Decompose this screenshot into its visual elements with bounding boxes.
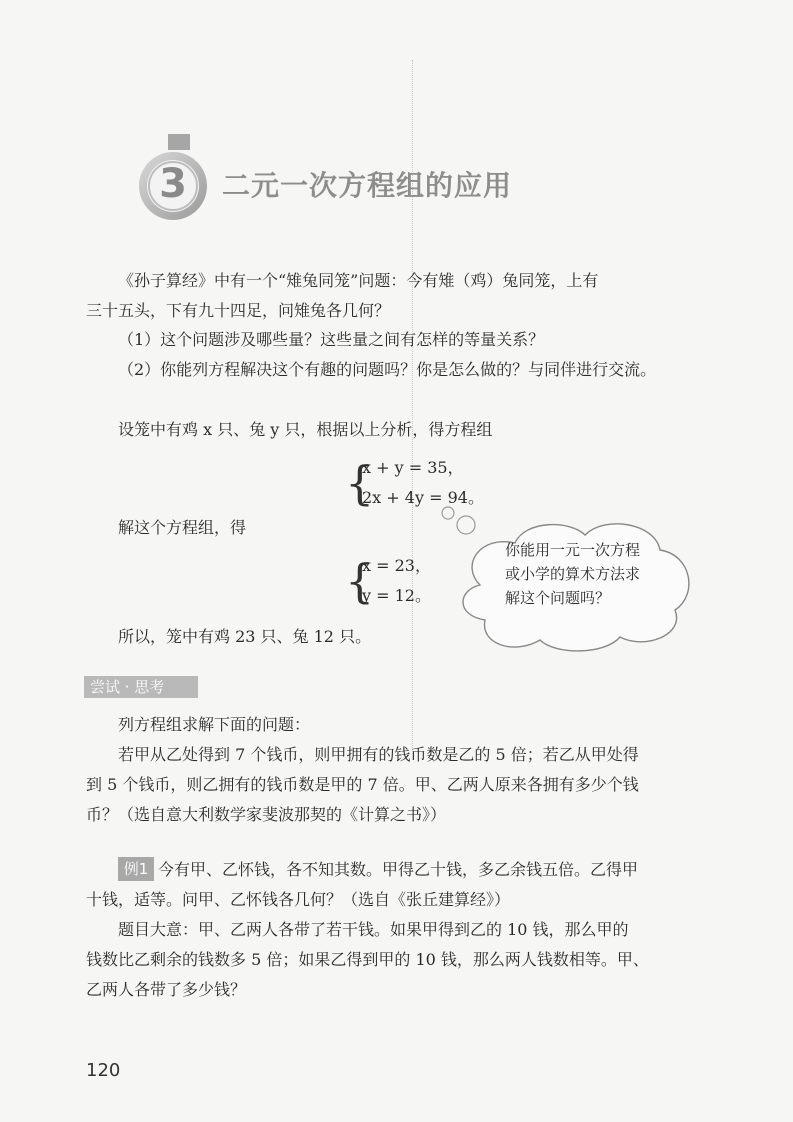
bubble-line-1: 你能用一元一次方程	[505, 541, 641, 559]
try-think-line-2: 到 5 个钱币，则乙拥有的钱币数是甲的 7 倍。甲、乙两人原来各拥有多少个钱	[86, 775, 639, 794]
setup-text: 设笼中有鸡 x 只、兔 y 只，根据以上分析，得方程组	[118, 420, 493, 439]
bubble-line-3: 解这个问题吗？	[505, 589, 611, 607]
solution-1: x = 23，	[362, 556, 431, 575]
section-title: 二元一次方程组的应用	[222, 169, 513, 202]
try-think-line-3: 币？（选自意大利数学家斐波那契的《计算之书》）	[86, 805, 447, 824]
example-line-3: 题目大意：甲、乙两人各带了若干钱。如果甲得到乙的 10 钱，那么甲的	[118, 920, 629, 939]
try-think-line-1: 若甲从乙处得到 7 个钱币，则甲拥有的钱币数是乙的 5 倍；若乙从甲处得	[118, 745, 639, 764]
try-think-intro: 列方程组求解下面的问题：	[118, 715, 311, 734]
solve-text: 解这个方程组，得	[118, 518, 247, 537]
question-2: （2）你能列方程解决这个有趣的问题吗？你是怎么做的？与同伴进行交流。	[118, 360, 657, 379]
equation-system-brace: {	[345, 456, 375, 510]
solution-2: y = 12。	[362, 586, 431, 605]
equation-2: 2x + 4y = 94。	[362, 488, 484, 507]
example-line-4: 钱数比乙剩余的钱数多 5 倍；如果乙得到甲的 10 钱，那么两人钱数相等。甲、	[86, 950, 649, 969]
try-think-label: 尝试 · 思考	[84, 676, 198, 698]
conclusion-text: 所以，笼中有鸡 23 只、兔 12 只。	[118, 627, 372, 646]
intro-line-2: 三十五头，下有九十四足，问雉兔各几何？	[86, 301, 391, 320]
solution-system-brace: {	[345, 554, 375, 608]
example-line-1: 今有甲、乙怀钱，各不知其数。甲得乙十钱，多乙余钱五倍。乙得甲	[158, 860, 639, 879]
question-1: （1）这个问题涉及哪些量？这些量之间有怎样的等量关系？	[118, 330, 545, 349]
example-label: 例1	[118, 857, 154, 881]
scan-artifact-line	[412, 60, 414, 760]
equation-1: x + y = 35，	[362, 458, 464, 477]
example-line-5: 乙两人各带了多少钱？	[86, 980, 247, 999]
section-number: 3	[159, 161, 187, 207]
example-line-2: 十钱，适等。问甲、乙怀钱各几何？（选自《张丘建算经》）	[86, 890, 511, 909]
bubble-line-2: 或小学的算术方法求	[505, 565, 641, 583]
intro-line-1: 《孙子算经》中有一个“雉兔同笼”问题：今有雉（鸡）兔同笼，上有	[118, 271, 599, 290]
page-number: 120	[86, 1060, 121, 1081]
